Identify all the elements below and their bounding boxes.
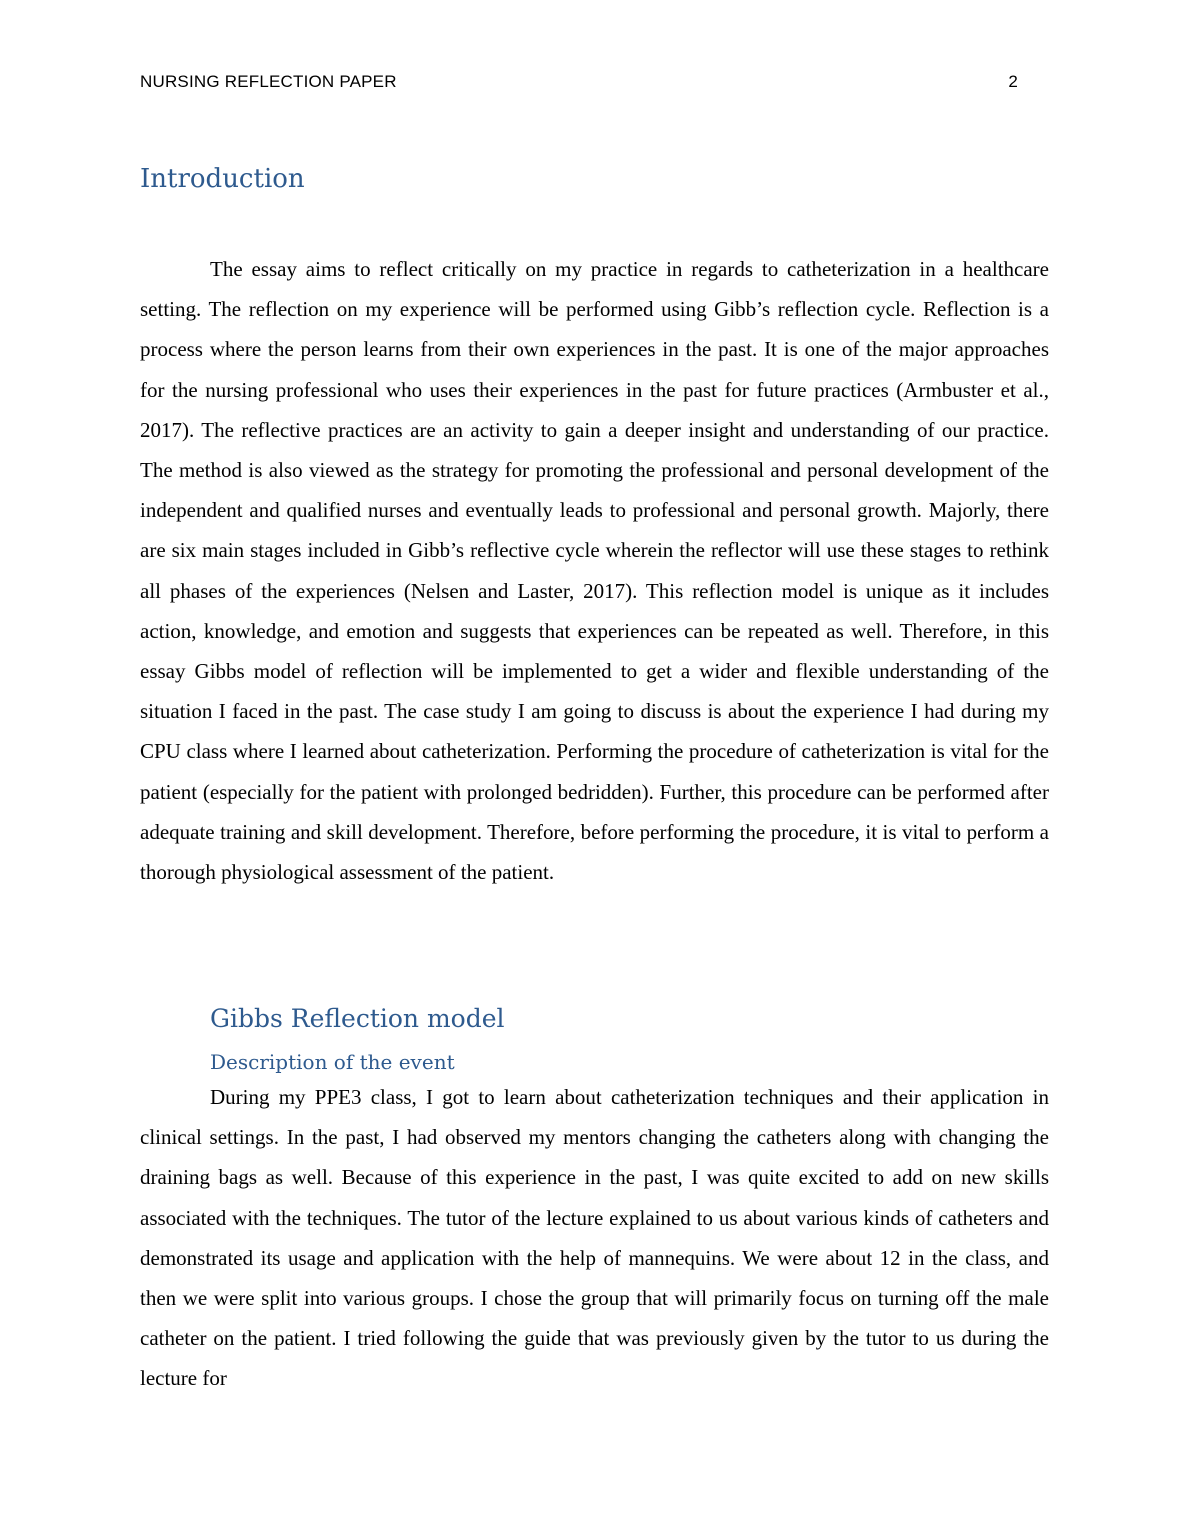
running-title: NURSING REFLECTION PAPER (140, 72, 397, 91)
introduction-paragraph: The essay aims to reflect critically on my practice in regards to catheterization in a healthcare setting. The reflection on my experience will be performed using Gibb’s reflection cycle. Reflection is a process where the person learns from their own experiences in the past. It is one of the major approaches for the nursing professional who uses their experiences in the past for future practices (Armbuster et al., 2017). The reflective practices are an activity to gain a deeper insight and understanding of our practice. The method is also viewed as the strategy for promoting the professional and personal development of the independent and qualified nurses and eventually leads to professional and personal growth. Majorly, there are six main stages included in Gibb’s reflective cycle wherein the reflector will use these stages to rethink all phases of the experiences (Nelsen and Laster, 2017). This reflection model is unique as it includes action, knowledge, and emotion and suggests that experiences can be repeated as well. Therefore, in this essay Gibbs model of reflection will be implemented to get a wider and flexible understanding of the situation I faced in the past. The case study I am going to discuss is about the experience I had during my CPU class where I learned about catheterization. Performing the procedure of catheterization is vital for the patient (especially for the patient with prolonged bedridden). Further, this procedure can be performed after adequate training and skill development. Therefore, before performing the procedure, it is vital to perform a thorough physiological assessment of the patient. (140, 257, 1049, 885)
gibbs-model-heading: Gibbs Reflection model (210, 1004, 505, 1033)
introduction-heading: Introduction (140, 164, 305, 194)
page-number: 2 (1008, 72, 1018, 91)
description-paragraph: During my PPE3 class, I got to learn about catheterization techniques and their application in clinical settings. In the past, I had observed my mentors changing the catheters along with changing the draining bags as well. Because of this experience in the past, I was quite excited to add on new skills associated with the techniques. The tutor of the lecture explained to us about various kinds of catheters and demonstrated its usage and application with the help of mannequins. We were about 12 in the class, and then we were split into various groups. I chose the group that will primarily focus on turning off the male catheter on the patient. I tried following the guide that was previously given by the tutor to us during the lecture for (140, 1085, 1049, 1391)
description-heading: Description of the event (210, 1050, 455, 1074)
running-header (140, 72, 1018, 96)
